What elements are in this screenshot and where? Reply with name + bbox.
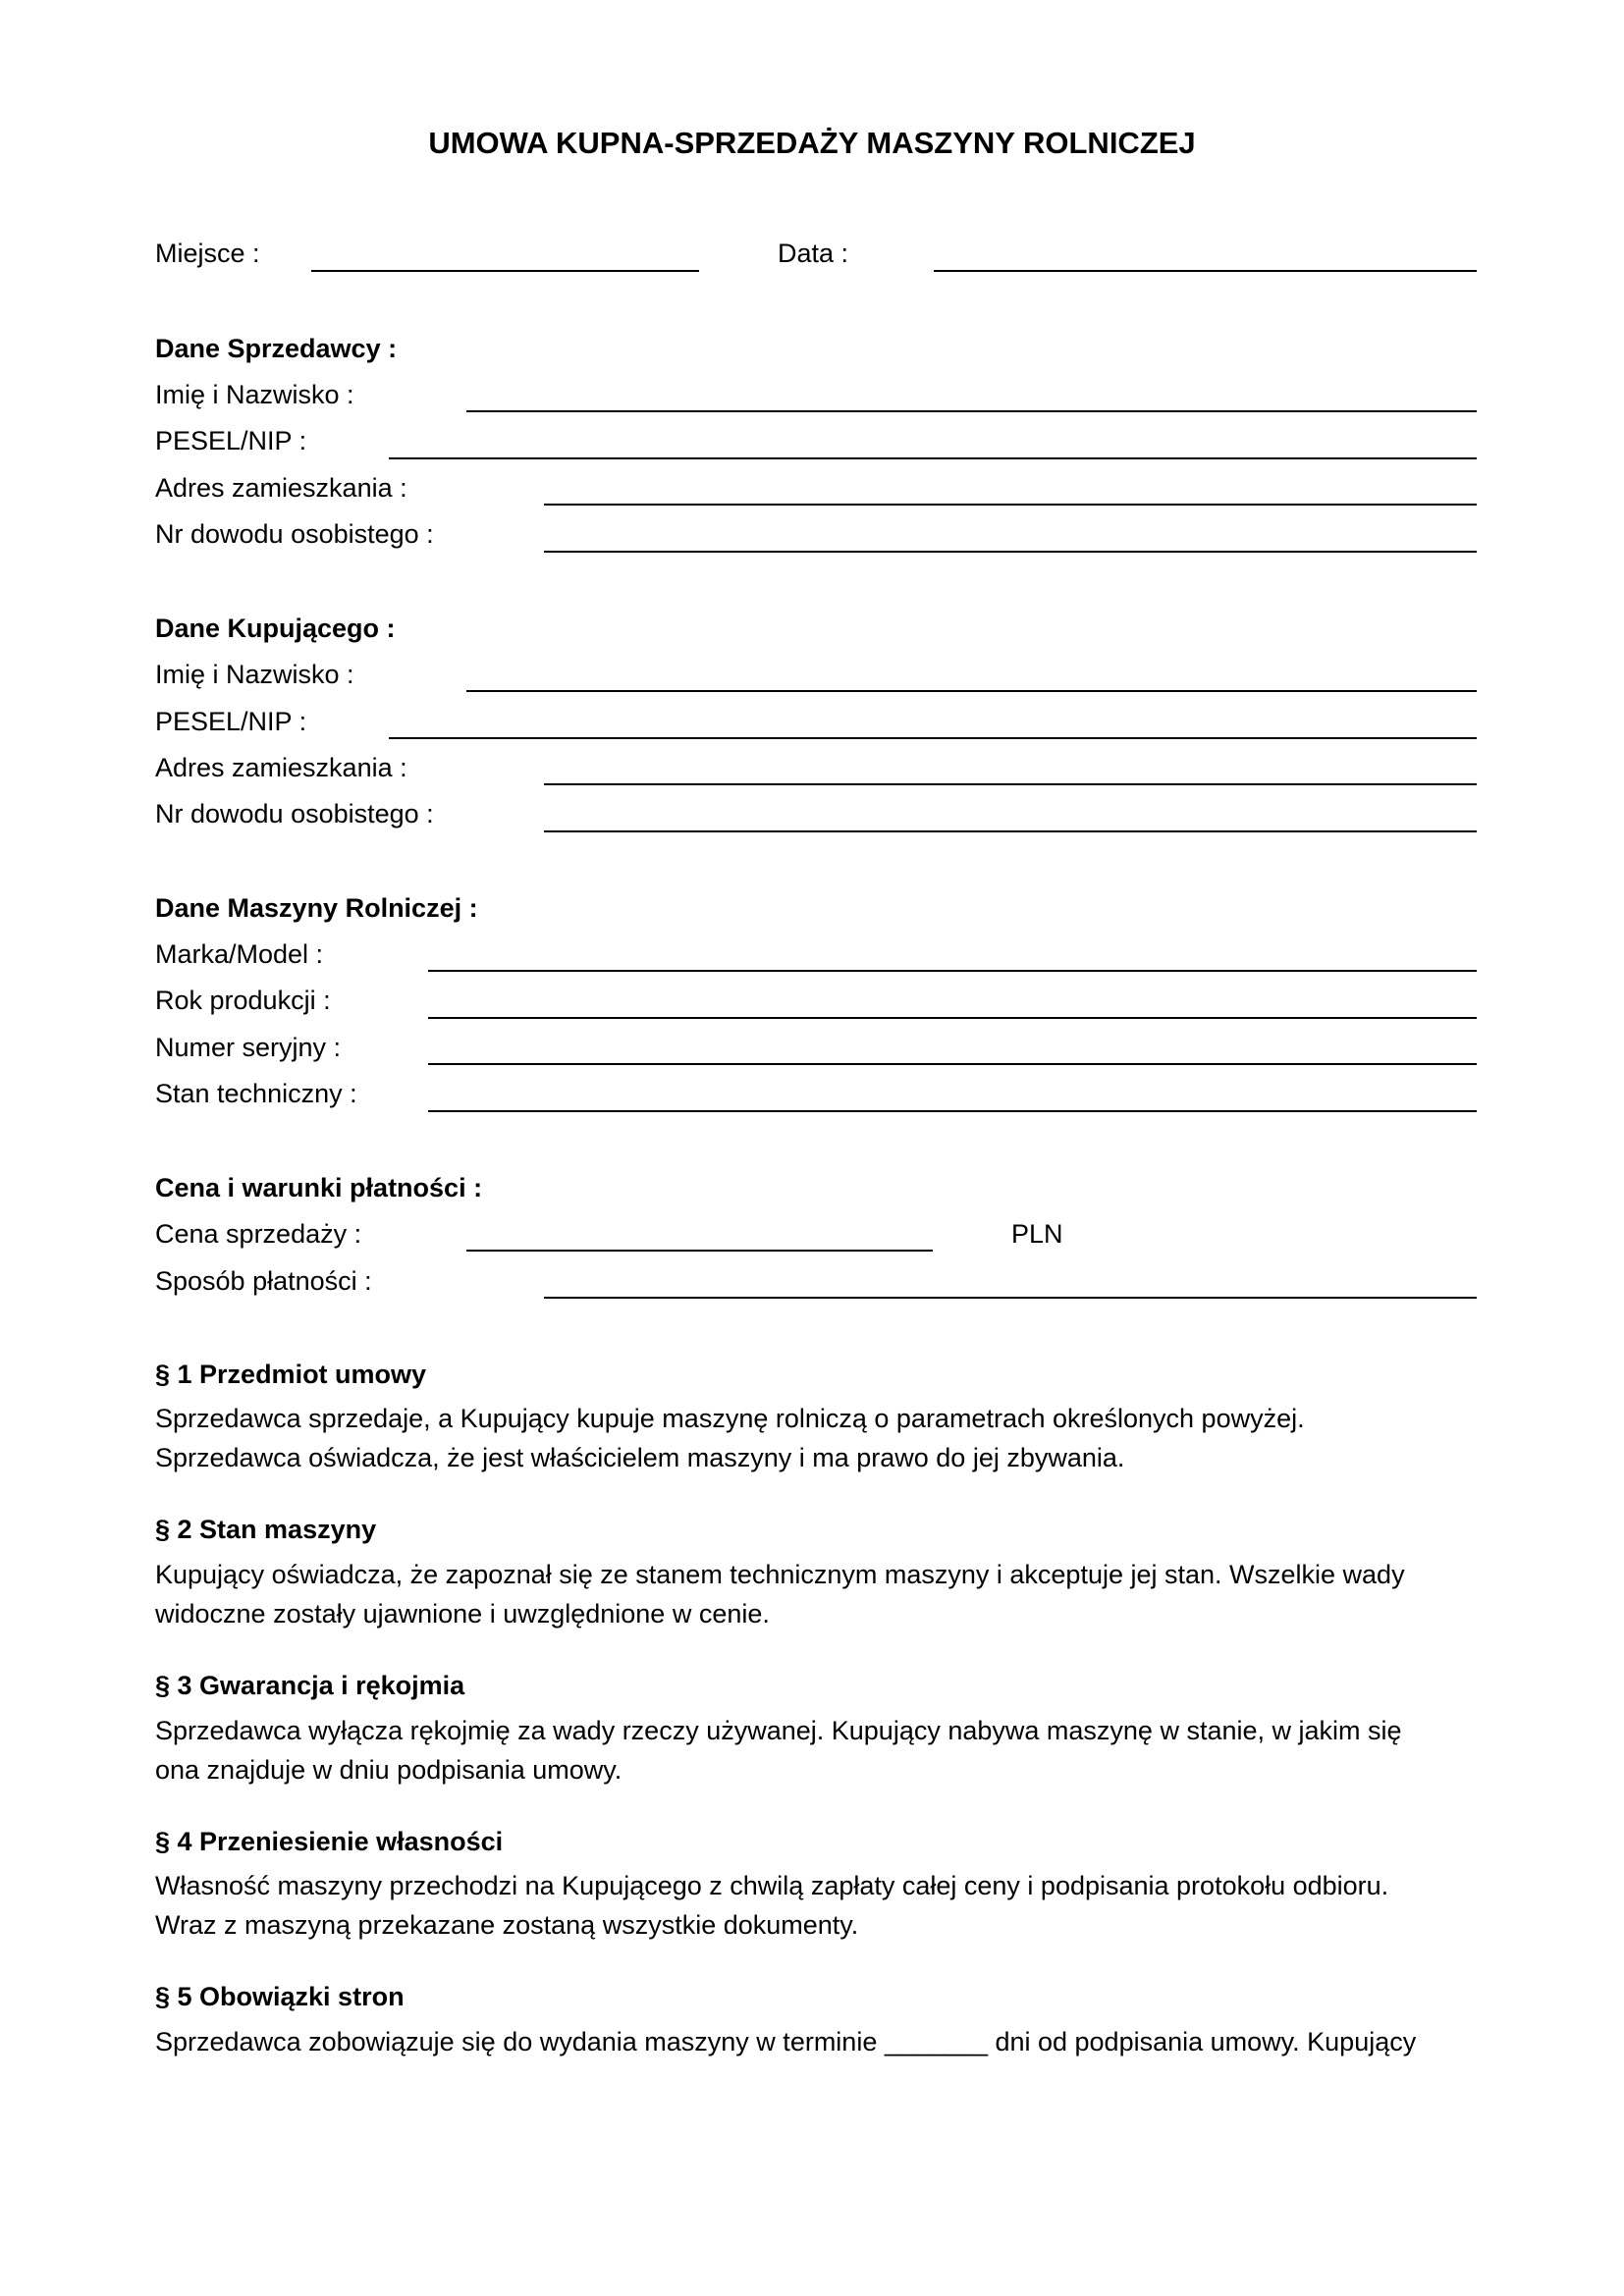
place-label: Miejsce : [155,239,260,268]
seller-pesel-label: PESEL/NIP : [155,426,307,455]
section-5-text [155,2022,1490,2061]
date-label: Data : [778,239,849,268]
buyer-name-field[interactable] [466,690,1477,692]
payment-method-field[interactable] [544,1297,1477,1299]
document-title: UMOWA KUPNA-SPRZEDAŻY MASZYNY ROLNICZEJ [428,126,1196,160]
section-4-text [155,1866,1490,1945]
section-2-line-2: widoczne zostały ujawnione i uwzględnione w cenie. [155,1599,770,1629]
section-4-line-1: Własność maszyny przechodzi na Kupującego z chwilą zapłaty całej ceny i podpisania protokołu odbioru. [155,1871,1389,1900]
section-4-line-2: Wraz z maszyną przekazane zostaną wszystkie dokumenty. [155,1910,859,1940]
section-3-line-1: Sprzedawca wyłącza rękojmię za wady rzeczy używanej. Kupujący nabywa maszynę w stanie, w jakim się [155,1716,1402,1745]
seller-id-label: Nr dowodu osobistego : [155,519,434,549]
seller-address-field[interactable] [544,504,1477,506]
section-5-heading: § 5 Obowiązki stron [155,1982,405,2011]
seller-heading: Dane Sprzedawcy : [155,334,398,363]
price-field[interactable] [466,1250,933,1252]
machine-model-label: Marka/Model : [155,939,324,969]
price-label: Cena sprzedaży : [155,1219,362,1249]
currency-label: PLN [1011,1219,1063,1249]
seller-id-field[interactable] [544,551,1477,553]
section-2-text [155,1555,1490,1633]
section-2-line-1: Kupujący oświadcza, że zapoznał się ze stanem technicznym maszyny i akceptuje jej stan. Wszelkie wady [155,1560,1405,1589]
seller-pesel-field[interactable] [389,457,1477,459]
buyer-address-label: Adres zamieszkania : [155,753,407,782]
section-3-line-2: ona znajduje w dniu podpisania umowy. [155,1755,623,1785]
section-1-line-2: Sprzedawca oświadcza, że jest właścicielem maszyny i ma prawo do jej zbywania. [155,1443,1125,1472]
buyer-heading: Dane Kupującego : [155,614,396,643]
machine-year-label: Rok produkcji : [155,986,331,1015]
payment-heading: Cena i warunki płatności : [155,1173,483,1202]
machine-condition-label: Stan techniczny : [155,1079,357,1108]
buyer-name-label: Imię i Nazwisko : [155,660,354,689]
machine-model-field[interactable] [428,970,1477,972]
machine-heading: Dane Maszyny Rolniczej : [155,893,478,923]
machine-year-field[interactable] [428,1017,1477,1019]
section-2-heading: § 2 Stan maszyny [155,1515,377,1544]
section-1-heading: § 1 Przedmiot umowy [155,1360,427,1389]
place-field[interactable] [311,270,699,272]
payment-method-label: Sposób płatności : [155,1266,372,1296]
section-3-text [155,1711,1490,1789]
buyer-pesel-field[interactable] [389,737,1477,739]
machine-condition-field[interactable] [428,1110,1477,1112]
seller-address-label: Adres zamieszkania : [155,473,407,503]
machine-serial-field[interactable] [428,1063,1477,1065]
section-5-line-1: Sprzedawca zobowiązuje się do wydania maszyny w terminie _______ dni od podpisania umowy. Kupujący [155,2027,1417,2056]
seller-name-field[interactable] [466,410,1477,412]
section-3-heading: § 3 Gwarancja i rękojmia [155,1671,465,1700]
seller-name-label: Imię i Nazwisko : [155,380,354,409]
buyer-pesel-label: PESEL/NIP : [155,707,307,736]
machine-serial-label: Numer seryjny : [155,1033,342,1062]
buyer-id-label: Nr dowodu osobistego : [155,799,434,828]
section-4-heading: § 4 Przeniesienie własności [155,1827,504,1856]
buyer-id-field[interactable] [544,830,1477,832]
section-1-text [155,1399,1490,1477]
date-field[interactable] [934,270,1477,272]
section-1-line-1: Sprzedawca sprzedaje, a Kupujący kupuje maszynę rolniczą o parametrach określonych powyżej. [155,1404,1305,1433]
buyer-address-field[interactable] [544,783,1477,785]
